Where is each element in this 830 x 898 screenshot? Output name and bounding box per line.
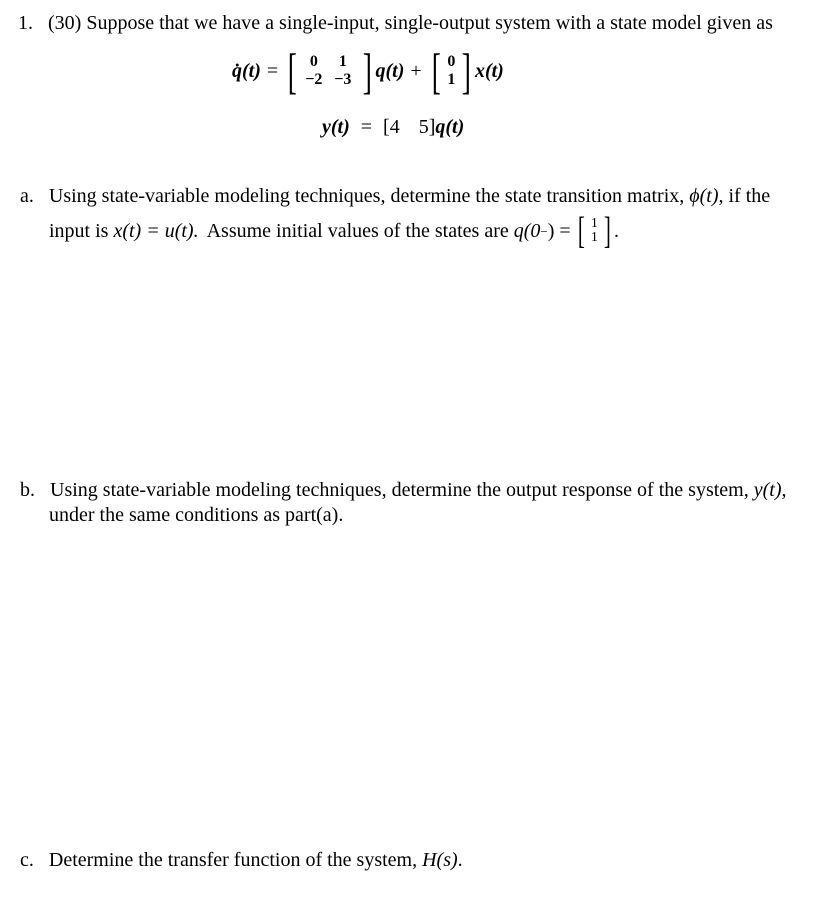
equals-sign: =: [266, 60, 279, 82]
matrix-a-cell: 1: [338, 53, 347, 70]
phi-symbol: ϕ(t),: [689, 185, 724, 207]
part-b-text: Using state-variable modeling techniques, determine the output response of the system,: [50, 479, 749, 501]
part-c-text: Determine the transfer function of the system,: [48, 849, 418, 871]
problem-points: (30): [48, 12, 82, 34]
initial-state-cell: 1: [590, 216, 598, 231]
part-b-label: b.: [20, 479, 35, 501]
part-a-line-1: [20, 186, 770, 206]
right-bracket-icon: ]: [604, 210, 612, 252]
transfer-function-symbol: H(s): [422, 849, 458, 871]
matrix-c-close: 5]: [418, 116, 436, 138]
matrix-b-grid: [444, 53, 458, 89]
matrix-b-cell: 1: [447, 71, 456, 88]
initial-state-close: ) =: [547, 220, 571, 242]
left-bracket-icon: [: [577, 210, 585, 252]
input-term: x(t): [474, 60, 504, 82]
part-c-label: c.: [20, 849, 34, 871]
problem-number: 1.: [18, 12, 33, 34]
problem-intro: Suppose that we have a single-input, single-output system with a state model given as: [86, 12, 773, 34]
matrix-a-cell: −3: [334, 71, 352, 88]
part-a-text: Using state-variable modeling techniques, determine the state transition matrix,: [48, 185, 685, 207]
period: .: [614, 220, 620, 242]
left-bracket-icon: [: [431, 43, 441, 99]
left-bracket-icon: [: [287, 43, 298, 99]
output-equation: [322, 117, 464, 137]
output-lhs: y(t): [322, 116, 350, 138]
part-a-text-end: if the: [728, 185, 771, 207]
matrix-b-cell: 0: [447, 53, 456, 70]
problem-heading: [18, 13, 773, 33]
part-b-line-1: [20, 480, 786, 500]
matrix-a-cell: −2: [305, 71, 323, 88]
part-a-line-2: [49, 210, 620, 252]
state-term: q(t): [375, 60, 405, 82]
plus-sign: +: [410, 60, 422, 82]
output-state-term: q(t): [435, 116, 465, 138]
right-bracket-icon: ]: [362, 43, 372, 99]
initial-state-symbol: q(0: [513, 220, 541, 242]
state-derivative: q̇(t): [232, 60, 261, 82]
part-a-initial-text: Assume initial values of the states are: [206, 220, 509, 242]
matrix-a-grid: [301, 53, 359, 89]
input-definition: x(t) = u(t).: [113, 220, 199, 242]
initial-state-cell: 1: [590, 230, 598, 245]
matrix-a: [284, 43, 375, 99]
right-bracket-icon: ]: [462, 43, 472, 99]
initial-state-grid: [587, 217, 601, 245]
part-a-label: a.: [20, 185, 34, 207]
initial-state-superscript: −: [540, 223, 548, 239]
output-variable: y(t),: [753, 479, 787, 501]
matrix-c-open: [4: [383, 116, 400, 138]
initial-state-vector: [575, 212, 614, 250]
period: .: [457, 849, 463, 871]
equals-sign: =: [360, 116, 373, 138]
matrix-b: [428, 43, 475, 99]
state-equation: [232, 43, 504, 99]
part-b-text-2: under the same conditions as part(a).: [49, 504, 344, 526]
part-a-input-label: input is: [49, 220, 109, 242]
matrix-a-cell: 0: [309, 53, 318, 70]
part-c-line: [20, 850, 463, 870]
part-b-line-2: [49, 505, 343, 525]
